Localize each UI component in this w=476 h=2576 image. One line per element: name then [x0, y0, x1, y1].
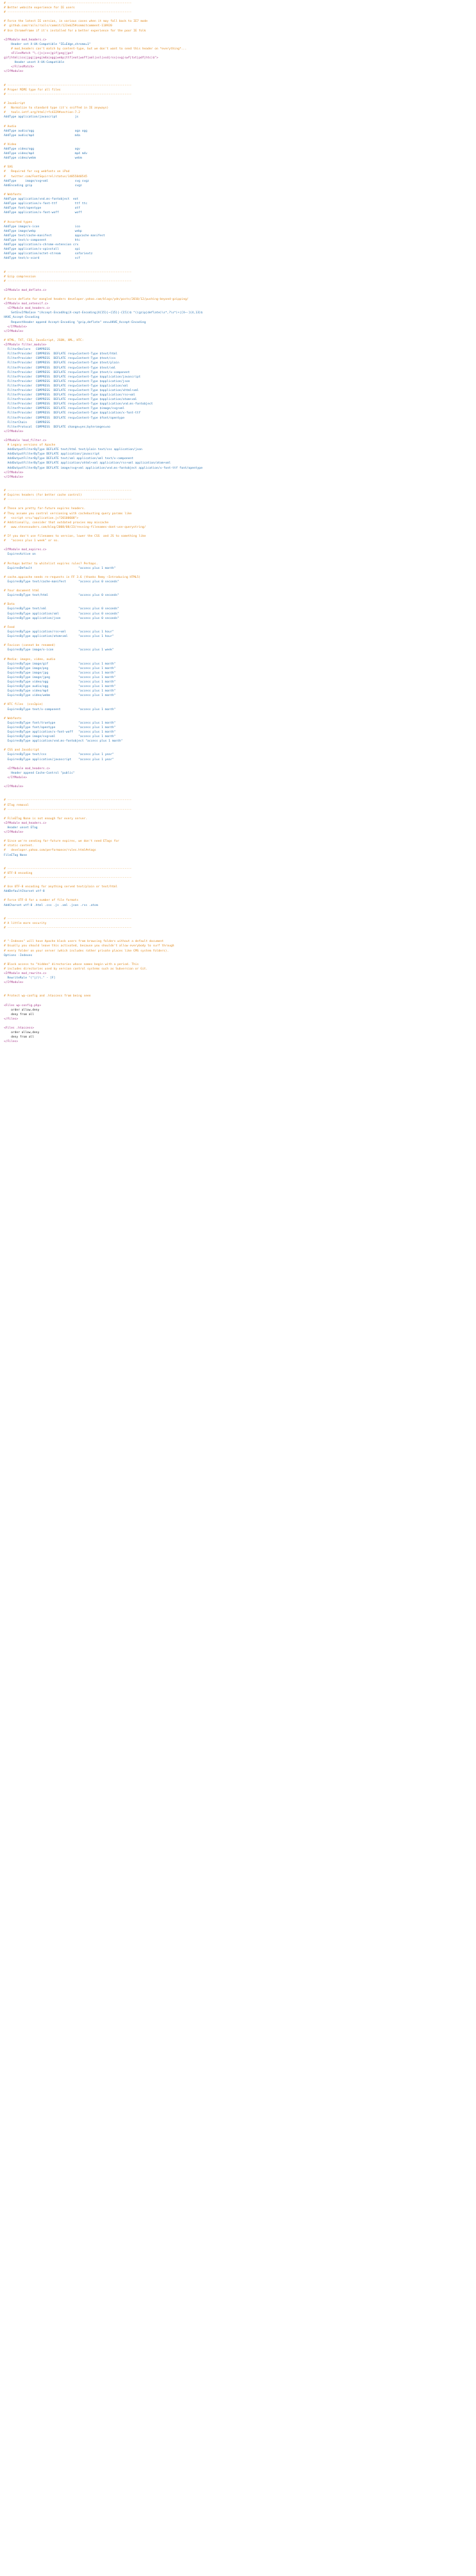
code-line — [4, 188, 472, 193]
code-line — [4, 858, 472, 862]
code-line: # ---------------------------------------------------------------------- — [4, 83, 132, 87]
code-line: # "access plus 1 week" or so. — [4, 539, 59, 543]
code-line: FilterProvider COMPRESS DEFLATE resp=Content-Type $application/rss+xml — [4, 394, 135, 397]
code-line: ExpiresByType font/opentype "access plus 1 month" — [4, 726, 116, 729]
code-line — [4, 789, 472, 794]
code-line: ExpiresByType image/jpg "access plus 1 month" — [4, 671, 116, 675]
code-line: <IfModule mod_headers.c> — [4, 821, 47, 825]
code-line: ExpiresByType application/rss+xml "access plus 1 hour" — [4, 630, 114, 634]
code-line: </IfModule> — [4, 471, 24, 474]
code-line: AddType application/javascript js — [4, 116, 79, 119]
code-line: AddType font/opentype otf — [4, 207, 80, 211]
code-line: AddType image/svg+xml svg svgz — [4, 179, 89, 183]
code-line: SetEnvIfNoCase ^(Accept-EncodXng|X-cept-Encoding|X{15}|~{15}|-{15})$ ^((gzip|deflate)\s*,?\s*)+|[X~-]{4,13}$ — [4, 311, 203, 315]
code-line — [4, 530, 472, 534]
code-line: AddType text/x-vcard vcf — [4, 257, 80, 261]
code-line: </IfModule> — [4, 776, 27, 779]
code-line: # <script src="application.js?20100608"> — [4, 516, 79, 520]
code-line: RequestHeader append Accept-Encoding "gzip,deflate" env=HAVE_Accept-Encoding — [4, 320, 146, 324]
code-line — [4, 543, 472, 548]
code-line — [4, 571, 472, 575]
code-line: AddType video/webm webm — [4, 157, 82, 161]
code-line: # Protect wp-config and .htaccess from being seen — [4, 995, 91, 998]
code-line: ExpiresByType font/truetype "access plus 1 month" — [4, 721, 116, 725]
code-line: FilterProvider COMPRESS DEFLATE resp=Content-Type $text/plain — [4, 361, 119, 365]
code-line: AddType application/x-chrome-extension crx — [4, 243, 79, 247]
code-line: # Legacy versions of Apache — [4, 444, 56, 448]
code-line: # mod_headers can't match by content-type, but we don't want to send this header on *everything*... — [4, 47, 187, 51]
code-line: # UTF-8 encoding — [4, 871, 33, 875]
code-line — [4, 557, 472, 561]
code-line: # Since we're sending far-future expires, we don't need ETags for — [4, 840, 119, 844]
code-line: <Files wp-config.php> — [4, 1004, 42, 1007]
code-line: </Files> — [4, 1017, 19, 1021]
code-line: <IfModule filter_module> — [4, 344, 47, 347]
code-line: # They assume you control versioning with cachebusting query params like — [4, 512, 132, 516]
code-line: # HTML, TXT, CSS, JavaScript, JSON, XML, HTC: — [4, 338, 84, 342]
code-line: # cache.appcache needs re-requests in FF 3.6 (thanks Remy ~Introducing HTML5) — [4, 575, 140, 579]
code-line: FilterProvider COMPRESS DEFLATE resp=Content-Type $text/x-component — [4, 370, 130, 374]
code-line: </FilesMatch> — [4, 65, 35, 69]
code-line: # Force deflate for mangled headers developer.yahoo.com/blogs/ydn/posts/2010/12/pushing-beyond-gzipping/ — [4, 298, 189, 302]
code-line — [4, 958, 472, 962]
code-line: <FilesMatch "\.(js|css|gif|png|jpe? — [4, 52, 73, 56]
code-line — [4, 999, 472, 1004]
code-line: # Expires headers (for better cache control) — [4, 494, 82, 498]
code-line: # ---------------------------------------------------------------------- — [4, 2, 132, 5]
code-line: AddType image/x-icon ico — [4, 225, 80, 229]
code-line: Header unset X-UA-Compatible — [4, 61, 65, 65]
code-line: deny from all — [4, 1013, 35, 1016]
code-line: # Use ChromeFrame if it's installed for a better experience for the poor IE folk — [4, 29, 146, 33]
code-line — [4, 880, 472, 885]
code-line: # Webfonts — [4, 717, 22, 720]
code-line — [4, 812, 472, 817]
code-line: FilterDeclare COMPRESS — [4, 348, 50, 352]
code-line: FilterProvider COMPRESS DEFLATE resp=Content-Type $image/svg+xml — [4, 407, 125, 411]
code-line: FilterProtocol COMPRESS DEFLATE change=yes;byteranges=no — [4, 425, 110, 429]
code-line — [4, 639, 472, 643]
code-line: # tools.ietf.org/html/rfc4329#section-7.2 — [4, 111, 80, 115]
code-line — [4, 161, 472, 165]
code-line: Header set X-UA-Compatible "IE=Edge,chrome=1" — [4, 42, 91, 46]
code-line: # ---------------------------------------------------------------------- — [4, 876, 132, 880]
code-line: </IfModule> — [4, 70, 24, 74]
code-line: FilterProvider COMPRESS DEFLATE resp=Content-Type $font/opentype — [4, 416, 125, 420]
code-line: ExpiresByType image/x-icon "access plus 1 week" — [4, 648, 114, 652]
code-line — [4, 502, 472, 507]
code-line — [4, 621, 472, 625]
code-line: # Force the latest IE version, in various cases when it may fall back to IE7 mode — [4, 20, 148, 24]
code-line: # Gzip compression — [4, 275, 36, 279]
code-line: AddOutputFilterByType DEFLATE text/xml application/xml text/x-component — [4, 457, 133, 461]
code-line: AddType application/x-font-ttf ttf ttc — [4, 202, 87, 206]
code-line: # twitter.com/FontSquirrel/status/14855840545 — [4, 175, 87, 178]
code-line: <IfModule mod_expires.c> — [4, 548, 47, 552]
code-line: Options -Indexes — [4, 953, 33, 957]
code-line: # Normalize to standard type (it's sniffed in IE anyways) — [4, 107, 109, 110]
code-line: AddType audio/ogg oga ogg — [4, 129, 87, 133]
code-line: # "-Indexes" will have Apache block users from browsing folders without a default document — [4, 940, 164, 944]
code-line: ExpiresActive on — [4, 553, 36, 557]
code-line — [4, 794, 472, 798]
code-line: </IfModule> — [4, 329, 24, 333]
code-line — [4, 33, 472, 38]
code-line: FilterProvider COMPRESS DEFLATE resp=Content-Type $text/css — [4, 357, 116, 361]
code-line: # ---------------------------------------------------------------------- — [4, 11, 132, 15]
code-line: # Assorted types — [4, 220, 33, 224]
code-line — [4, 985, 472, 989]
code-line: # ---------------------------------------------------------------------- — [4, 279, 132, 283]
code-line: # static content. — [4, 844, 35, 848]
code-line — [4, 215, 472, 220]
code-line: </IfModule> — [4, 475, 24, 479]
code-line: # Required for svg webfonts on iPad — [4, 170, 70, 174]
code-line: </IfModule> — [4, 785, 24, 789]
code-line: # ---------------------------------------------------------------------- — [4, 867, 132, 871]
code-line: <IfModule mod_headers.c> — [4, 767, 50, 770]
code-line: FileETag None — [4, 853, 27, 857]
code-line: </IfModule> — [4, 325, 27, 329]
code-line — [4, 584, 472, 589]
code-line: AddOutputFilterByType DEFLATE image/svg+xml application/vnd.ms-fontobject application/x-font-ttf font/opentype — [4, 466, 203, 470]
code-line: </Files> — [4, 1040, 19, 1044]
code-line — [4, 15, 472, 19]
code-line: # FileETag None is not enough for every server. — [4, 817, 87, 821]
code-line: <IfModule mod_headers.c> — [4, 38, 47, 42]
code-line — [4, 74, 472, 79]
code-line: # Audio — [4, 125, 17, 128]
code-line: # developer.yahoo.com/performance/rules.html#etags — [4, 849, 96, 853]
code-line: <Files .htaccess> — [4, 1027, 35, 1031]
code-line — [4, 835, 472, 839]
code-line: ExpiresByType image/png "access plus 1 month" — [4, 666, 116, 670]
code-line: <IfModule !mod_filter.c> — [4, 439, 47, 442]
code-line: FilterProvider COMPRESS DEFLATE resp=Content-Type $application/xhtml+xml — [4, 388, 139, 392]
code-line — [4, 293, 472, 297]
code-line — [4, 138, 472, 143]
code-line: # If you don't use filenames to version, lower the CSS and JS to something like — [4, 534, 146, 538]
code-line — [4, 930, 472, 935]
code-line: AddType video/mp4 mp4 m4v — [4, 152, 87, 156]
code-line: # Feed — [4, 625, 15, 629]
code-line: # Favicon (cannot be renamed) — [4, 644, 56, 648]
code-line: Header append Cache-Control "public" — [4, 771, 75, 775]
code-line: # Use UTF-8 encoding for anything served text/plain or text/html — [4, 885, 118, 889]
code-line: AddType application/vnd.ms-fontobject eot — [4, 198, 79, 202]
code-line: </IfModule> — [4, 430, 24, 433]
code-line: # ---------------------------------------------------------------------- — [4, 917, 132, 921]
code-line: # Media: images, video, audio — [4, 657, 56, 661]
code-line: FilterProvider COMPRESS DEFLATE resp=Content-Type $application/vnd.ms-fontobject — [4, 403, 153, 406]
code-line: # HTC files (css3pie) — [4, 703, 43, 707]
code-line: # A little more security — [4, 921, 47, 925]
code-line: # includes directories used by version control systems such as Subversion or Git. — [4, 967, 148, 971]
code-line: ExpiresByType text/x-component "access plus 1 month" — [4, 708, 116, 711]
code-line: # Your document html — [4, 589, 40, 593]
code-line: ExpiresByType application/json "access plus 0 seconds" — [4, 616, 119, 620]
code-line: # CSS and JavaScript — [4, 749, 40, 753]
code-line: AddDefaultCharset utf-8 — [4, 890, 45, 894]
code-line: # ETag removal — [4, 803, 29, 807]
code-line — [4, 762, 472, 767]
code-line: FilterProvider COMPRESS DEFLATE resp=Content-Type $text/html — [4, 352, 118, 356]
code-line — [4, 598, 472, 602]
code-line: <IfModule mod_rewrite.c> — [4, 971, 47, 975]
code-line — [4, 712, 472, 717]
code-line — [4, 484, 472, 489]
code-line: # Force UTF-8 for a number of file formats — [4, 899, 79, 903]
code-line — [4, 894, 472, 898]
code-line: # Usually you should leave this activated, because you shouldn't allow everybody to surf through — [4, 944, 174, 948]
code-line — [4, 908, 472, 912]
code-line — [4, 480, 472, 484]
code-line — [4, 1022, 472, 1026]
code-line: order allow,deny — [4, 1008, 40, 1012]
code-line — [4, 265, 472, 270]
code-view — [0, 0, 476, 1044]
code-line: # ---------------------------------------------------------------------- — [4, 808, 132, 812]
code-line: AddCharset utf-8 .html .css .js .xml .json .rss .atom — [4, 903, 98, 907]
code-line: # Better website experience for IE users — [4, 6, 75, 10]
code-line: AddType text/x-component htc — [4, 238, 80, 242]
code-line: deny from all — [4, 1036, 35, 1040]
code-line — [4, 434, 472, 439]
code-line: # ---------------------------------------------------------------------- — [4, 799, 132, 803]
code-line: AddType image/webp webp — [4, 229, 82, 233]
code-line: ExpiresByType application/x-font-woff "access plus 1 month" — [4, 731, 116, 734]
code-line: # Webfonts — [4, 193, 22, 196]
code-line: ExpiresByType audio/ogg "access plus 1 month" — [4, 685, 116, 689]
code-line: RewriteRule "(^|/)\." - [F] — [4, 977, 56, 980]
code-line: ExpiresByType text/cache-manifest "access plus 0 seconds" — [4, 580, 119, 584]
code-line: # Video — [4, 143, 17, 146]
code-line: AddOutputFilterByType DEFLATE application/xhtml+xml application/rss+xml application/atom+xml — [4, 462, 171, 466]
code-line — [4, 862, 472, 867]
code-line — [4, 652, 472, 657]
code-line: ExpiresByType application/vnd.ms-fontobject "access plus 1 month" — [4, 740, 123, 744]
code-line — [4, 97, 472, 101]
code-line: FilterProvider COMPRESS DEFLATE resp=Content-Type $application/xml — [4, 384, 128, 388]
code-line: # ---------------------------------------------------------------------- — [4, 498, 132, 502]
code-line — [4, 744, 472, 748]
code-line — [4, 912, 472, 917]
code-line: # Proper MIME type for all files — [4, 88, 61, 92]
code-line: # Block access to "hidden" directories whose names begin with a period. This — [4, 962, 139, 966]
code-line: # ---------------------------------------------------------------------- — [4, 489, 132, 493]
code-line — [4, 780, 472, 785]
code-line: ExpiresByType application/atom+xml "access plus 1 hour" — [4, 635, 114, 639]
code-line: AddType video/ogg ogv — [4, 148, 80, 151]
code-line: order allow,deny — [4, 1031, 40, 1035]
code-line: AddOutputFilterByType DEFLATE application/javascript — [4, 453, 100, 457]
code-line: ExpiresByType image/gif "access plus 1 month" — [4, 662, 116, 666]
code-line: ExpiresByType image/svg+xml "access plus 1 month" — [4, 735, 116, 739]
code-line: # SVG — [4, 166, 13, 170]
code-line: AddType application/x-xpinstall xpi — [4, 248, 80, 252]
code-line: # ---------------------------------------------------------------------- — [4, 92, 132, 96]
code-line: # every folder on your server (which includes rather private places like CMS system folders). — [4, 949, 169, 953]
code-line: # Additionally, consider that outdated proxies may miscache — [4, 521, 109, 525]
code-line — [4, 284, 472, 288]
code-line: # Perhaps better to whitelist expires rules? Perhaps. — [4, 562, 98, 566]
code-line: <IfModule mod_headers.c> — [4, 307, 50, 311]
code-line: </IfModule> — [4, 981, 24, 985]
code-line: </IfModule> — [4, 831, 24, 835]
code-line — [4, 334, 472, 338]
code-line: AddOutputFilterByType DEFLATE text/html text/plain text/css application/json — [4, 448, 142, 452]
code-line — [4, 261, 472, 265]
code-line: AddEncoding gzip svgz — [4, 184, 82, 187]
code-line: AddType application/x-font-woff woff — [4, 211, 82, 215]
code-line: FilterProvider COMPRESS DEFLATE resp=Content-Type $text/xml — [4, 366, 116, 370]
code-line: ExpiresByType video/mp4 "access plus 1 month" — [4, 690, 116, 693]
code-line: AddType audio/mp4 m4a — [4, 134, 80, 137]
code-line: ExpiresByType image/jpeg "access plus 1 month" — [4, 675, 116, 679]
code-line: HAVE_Accept-Encoding — [4, 316, 40, 320]
code-line: ExpiresByType text/xml "access plus 0 seconds" — [4, 607, 119, 611]
code-line — [4, 698, 472, 702]
code-line — [4, 119, 472, 124]
code-line: # www.stevesouders.com/blog/2008/08/23/revving-filenames-dont-use-querystring/ — [4, 525, 146, 529]
code-line: FilterProvider COMPRESS DEFLATE resp=Content-Type $application/json — [4, 379, 130, 383]
code-line: # These are pretty far-future expires headers. — [4, 507, 86, 511]
code-line: # github.com/rails/rails/commit/123eb25#commitcomment-118920 — [4, 24, 112, 28]
code-line: <IfModule mod_setenvif.c> — [4, 302, 49, 306]
code-line: # ---------------------------------------------------------------------- — [4, 927, 132, 930]
code-line: FilterProvider COMPRESS DEFLATE resp=Content-Type $application/javascript — [4, 375, 140, 379]
code-line: AddType text/cache-manifest appcache manifest — [4, 234, 105, 238]
code-line: ExpiresByType text/css "access plus 1 year" — [4, 753, 114, 757]
code-line: ExpiresByType video/webm "access plus 1 month" — [4, 694, 116, 698]
code-line: FilterProvider COMPRESS DEFLATE resp=Content-Type $application/x-font-ttf — [4, 412, 140, 415]
code-line: ExpiresByType video/ogg "access plus 1 month" — [4, 680, 116, 684]
code-line: # ---------------------------------------------------------------------- — [4, 270, 132, 274]
code-line: ExpiresByType text/html "access plus 0 seconds" — [4, 594, 119, 598]
code-line — [4, 79, 472, 83]
code-line: Header unset ETag — [4, 826, 38, 830]
code-line: ExpiresDefault "access plus 1 month" — [4, 566, 116, 570]
code-line: <IfModule mod_deflate.c> — [4, 288, 47, 292]
code-line — [4, 989, 472, 994]
code-line: AddType application/octet-stream safariextz — [4, 252, 93, 256]
code-line: gif|html|ico|jpg|jpeg|m4a|ogg|webp|ttf|eot|woff|xml|xsl|xsd|rss|svg|swf|txt|pdf|htc)$"> — [4, 57, 158, 60]
code-line: ExpiresByType application/xml "access plus 0 seconds" — [4, 612, 119, 616]
code-line: FilterChain COMPRESS — [4, 421, 50, 424]
code-line: FilterProvider COMPRESS DEFLATE resp=Content-Type $application/atom+xml — [4, 398, 137, 402]
code-line — [4, 935, 472, 939]
code-line: # Data — [4, 603, 15, 607]
code-line: ExpiresByType application/javascript "access plus 1 year" — [4, 758, 114, 761]
code-line: # JavaScript — [4, 102, 26, 106]
